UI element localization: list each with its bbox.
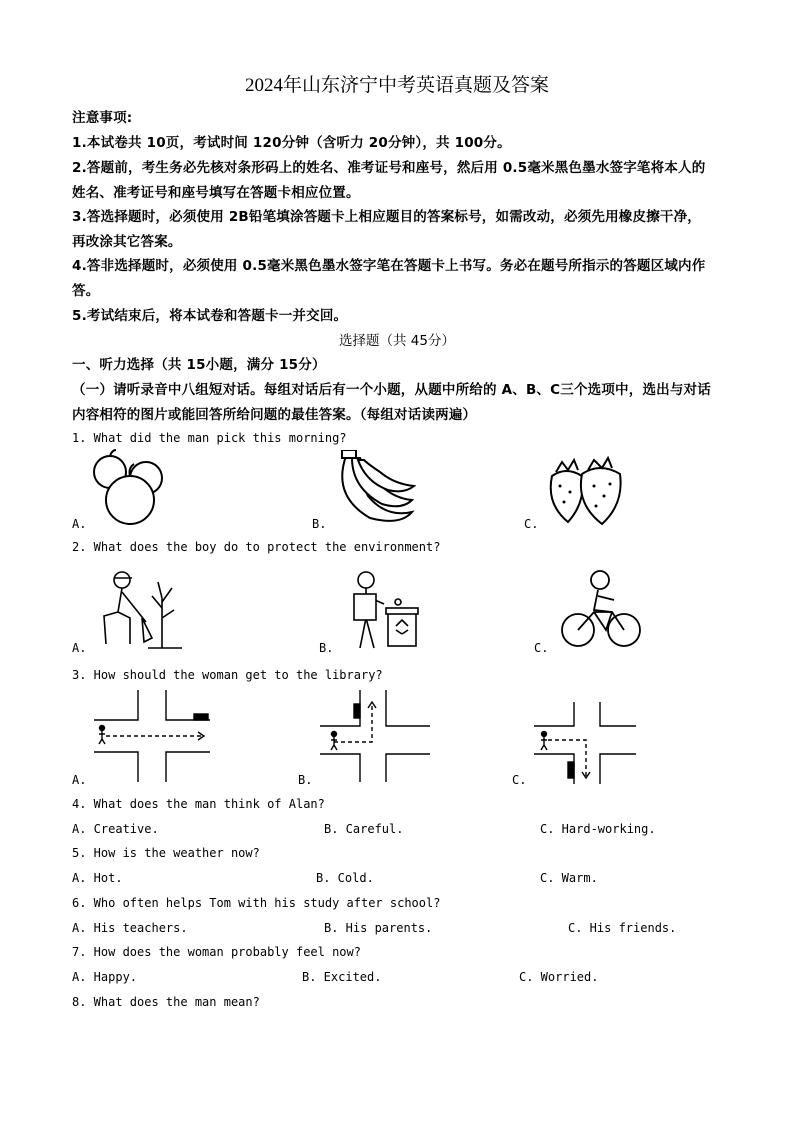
recycling-icon <box>340 568 420 652</box>
option-b: B. His parents. <box>324 921 433 935</box>
route-map-c-icon <box>534 702 636 784</box>
notice-line: 再改涂其它答案。 <box>72 234 182 250</box>
bananas-icon <box>330 450 416 526</box>
part1-instruction: （一）请听录音中八组短对话。每组对话后有一个小题，从题中所给的 A、B、C三个选项中，选出与对话 <box>72 382 711 398</box>
option-b: B. Cold. <box>316 871 374 885</box>
option-c: C. <box>534 641 549 655</box>
option-c: C. Hard-working. <box>540 822 656 836</box>
option-b: B. <box>298 773 313 787</box>
question-stem: 3. How should the woman get to the library? <box>72 668 383 682</box>
option-c: C. Worried. <box>519 970 599 984</box>
question-stem: 1. What did the man pick this morning? <box>72 431 347 445</box>
section-title: 选择题（共 45分） <box>339 333 455 349</box>
notice-line: 答。 <box>72 283 100 299</box>
notice-line: 1.本试卷共 10页，考试时间 120分钟（含听力 20分钟），共 100分。 <box>72 135 511 151</box>
option-c: C. <box>512 773 527 787</box>
option-a: A. <box>72 517 87 531</box>
question-stem: 7. How does the woman probably feel now? <box>72 945 361 959</box>
planting-tree-icon <box>92 568 184 650</box>
question-stem: 2. What does the boy do to protect the environment? <box>72 540 441 554</box>
strawberries-icon <box>546 456 626 526</box>
notice-heading: 注意事项: <box>72 110 133 126</box>
route-map-b-icon <box>320 690 430 782</box>
question-stem: 8. What does the man mean? <box>72 995 260 1009</box>
notice-line: 3.答选择题时，必须使用 2B铅笔填涂答题卡上相应题目的答案标号，如需改动，必须先用橡皮擦干净， <box>72 209 702 225</box>
question-stem: 5. How is the weather now? <box>72 846 260 860</box>
option-c: C. His friends. <box>568 921 677 935</box>
page-title: 2024年山东济宁中考英语真题及答案 <box>244 75 549 96</box>
option-b: B. <box>312 517 327 531</box>
option-b: B. Careful. <box>324 822 404 836</box>
option-b: B. Excited. <box>302 970 382 984</box>
part1-heading: 一、听力选择（共 15小题，满分 15分） <box>72 357 326 373</box>
notice-line: 姓名、准考证号和座号填写在答题卡相应位置。 <box>72 185 360 201</box>
option-c: C. <box>524 517 539 531</box>
cycling-icon <box>560 568 642 650</box>
option-a: A. Creative. <box>72 822 159 836</box>
question-stem: 6. Who often helps Tom with his study after school? <box>72 896 441 910</box>
route-map-a-icon <box>94 690 210 782</box>
notice-line: 2.答题前，考生务必先核对条形码上的姓名、准考证号和座号，然后用 0.5毫米黑色墨水签字笔将本人的 <box>72 160 706 176</box>
option-c: C. Warm. <box>540 871 598 885</box>
apples-icon <box>90 448 172 528</box>
notice-line: 4.答非选择题时，必须使用 0.5毫米黑色墨水签字笔在答题卡上书写。务必在题号所指示的答题区域内作 <box>72 258 706 274</box>
option-a: A. <box>72 641 87 655</box>
notice-line: 5.考试结束后，将本试卷和答题卡一并交回。 <box>72 308 348 324</box>
option-a: A. Happy. <box>72 970 138 984</box>
option-b: B. <box>319 641 334 655</box>
option-a: A. His teachers. <box>72 921 188 935</box>
question-stem: 4. What does the man think of Alan? <box>72 797 325 811</box>
option-a: A. <box>72 773 87 787</box>
part1-instruction: 内容相符的图片或能回答所给问题的最佳答案。（每组对话读两遍） <box>72 407 477 423</box>
option-a: A. Hot. <box>72 871 123 885</box>
